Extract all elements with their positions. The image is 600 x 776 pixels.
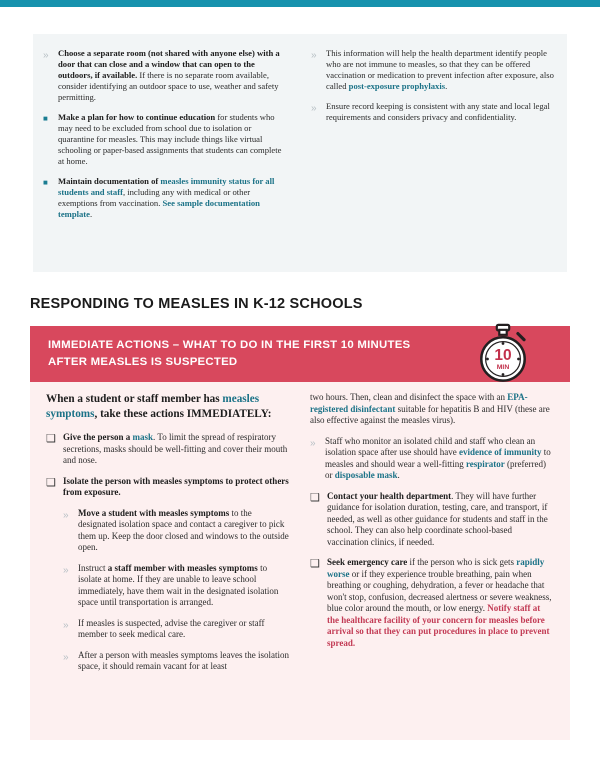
checkbox-icon: ❑ bbox=[46, 433, 56, 446]
list-item-text bbox=[58, 176, 289, 220]
body-text: to the designated isolation space and contact a caregiver to pick them up. Keep the door closed and windows to the outside open. bbox=[78, 507, 289, 553]
list-item-text bbox=[327, 491, 554, 549]
chevron-bullet-icon: » bbox=[310, 437, 316, 449]
body-text: . They will have further guidance for isolation duration, testing, care, and transport, if needed, as well as other guidance for students and staff in the school. They can also help coordinate school-based vaccination clinics, if needed. bbox=[327, 490, 548, 547]
actions-lead-text bbox=[46, 392, 290, 421]
list-item bbox=[63, 650, 290, 673]
immediate-actions-banner bbox=[30, 326, 570, 382]
list-item-text bbox=[78, 563, 290, 609]
list-item bbox=[311, 48, 557, 92]
body-text: suitable for hepatitis B and HIV (these are also effective against the measles virus). bbox=[310, 403, 550, 426]
body-text: Staff who monitor an isolated child and staff who clean an isolation space after use should have bbox=[325, 435, 536, 458]
emphasis-text: Choose a separate room (not shared with anyone else) with a door that can close and a window that can open to the outdoors, if available. bbox=[58, 48, 280, 80]
actions-right-column bbox=[310, 392, 554, 740]
list-item bbox=[46, 476, 290, 499]
list-item-text bbox=[78, 618, 290, 641]
list-item bbox=[43, 48, 289, 103]
list-item bbox=[311, 101, 557, 123]
inline-link[interactable]: rapidly worse bbox=[327, 557, 545, 579]
inline-link[interactable]: respirator bbox=[465, 458, 505, 469]
stopwatch-icon bbox=[472, 323, 534, 385]
emphasis-text: Maintain documentation of bbox=[58, 176, 161, 186]
actions-left-column bbox=[46, 392, 290, 740]
list-item-text bbox=[327, 557, 554, 649]
inline-link[interactable]: measles immunity status for all students and staff bbox=[58, 176, 275, 197]
inline-link[interactable]: evidence of immunity bbox=[458, 447, 542, 458]
body-text: to measles and should wear a well-fitting bbox=[325, 447, 551, 469]
chevron-bullet-icon: » bbox=[63, 564, 69, 576]
body-text: This information will help the health department identify people who are not immune to measles, so that they can be offered vaccination or medication to prevent infection after exposure, also called bbox=[326, 48, 554, 91]
body-text: . bbox=[397, 470, 400, 481]
upper-guidance-columns bbox=[33, 34, 567, 272]
square-bullet-icon: ■ bbox=[43, 114, 48, 123]
list-item bbox=[63, 563, 290, 609]
list-item-text bbox=[58, 48, 289, 103]
body-text: After a person with measles symptoms leaves the isolation space, it should remain vacant for at least bbox=[78, 649, 289, 672]
list-item-text bbox=[78, 650, 290, 673]
emphasis-text: Isolate the person with measles symptoms to protect others from exposure. bbox=[63, 475, 289, 498]
emphasis-text: Contact your health department bbox=[327, 490, 452, 501]
body-text: . To limit the spread of respiratory secretions, masks should be well-fitting and cover their mouth and nose. bbox=[63, 432, 288, 466]
list-item bbox=[43, 176, 289, 220]
body-text: Instruct bbox=[78, 562, 108, 573]
page-title: RESPONDING TO MEASLES IN K-12 SCHOOLS bbox=[30, 296, 363, 312]
body-text: . bbox=[445, 81, 448, 91]
stopwatch-number: 10 bbox=[494, 347, 512, 365]
inline-link[interactable]: post-exposure prophylaxis bbox=[348, 81, 446, 91]
body-text: (preferred) or bbox=[325, 458, 547, 481]
body-text: or if they experience trouble breathing, pain when breathing or coughing, dehydration, a fever or headache that won't stop, confusion, decreased alertness or severe weakness, blue color around the mouth, or low energy. bbox=[327, 568, 552, 614]
body-text: . bbox=[89, 209, 93, 219]
chevron-bullet-icon: » bbox=[43, 50, 49, 61]
list-item-text bbox=[63, 432, 290, 467]
chevron-bullet-icon: » bbox=[63, 509, 69, 521]
body-text: , take these actions IMMEDIATELY: bbox=[94, 407, 272, 420]
list-item bbox=[63, 618, 290, 641]
list-item bbox=[310, 436, 554, 482]
list-item-text bbox=[325, 436, 554, 482]
body-text: for students who may need to be excluded from school due to isolation or quarantine for measles. This may include things like virtual schooling or paper-based assignments that students can complete at home. bbox=[58, 112, 282, 166]
checkbox-icon: ❑ bbox=[310, 558, 320, 571]
emphasis-text: Give the person a bbox=[63, 432, 133, 443]
banner-line-2: AFTER MEASLES IS SUSPECTED bbox=[48, 355, 238, 368]
body-text: two hours. Then, clean and disinfect the space with an bbox=[310, 392, 508, 402]
inline-link[interactable]: mask bbox=[132, 432, 154, 443]
body-text: to isolate at home. If they are unable to leave school immediately, have them wait in the designated isolation space until transportation is arranged. bbox=[78, 562, 279, 608]
body-text: If there is no separate room available, consider identifying an outdoor space to use, weather and safety permitting. bbox=[58, 70, 279, 102]
chevron-bullet-icon: » bbox=[63, 651, 69, 663]
body-text: , including any with medical or other exemptions from vaccination. bbox=[58, 187, 251, 208]
body-text: if the person who is sick gets bbox=[407, 557, 517, 568]
stopwatch-unit: MIN bbox=[496, 363, 510, 371]
emphasis-text: Move a student with measles symptoms bbox=[78, 507, 230, 518]
list-item-text bbox=[326, 48, 557, 92]
upper-left-column bbox=[43, 48, 289, 272]
inline-link[interactable]: See sample documentation template bbox=[58, 198, 260, 219]
inline-link[interactable]: EPA-registered disinfectant bbox=[310, 392, 528, 414]
body-text: When a student or staff member has bbox=[46, 393, 223, 405]
actions-left-list bbox=[46, 432, 290, 673]
emphasis-text: Seek emergency care bbox=[327, 557, 408, 568]
chevron-bullet-icon: » bbox=[63, 619, 69, 631]
square-bullet-icon: ■ bbox=[43, 178, 48, 187]
actions-right-list bbox=[310, 436, 554, 650]
alert-text: Notify staff at the healthcare facility of your concern for measles before arrival so that they can put procedures in place to prevent spread. bbox=[327, 603, 550, 648]
list-item bbox=[310, 491, 554, 549]
list-item-text bbox=[78, 508, 290, 554]
body-text: Ensure record keeping is consistent with any state and local legal requirements and considers privacy and confidentiality. bbox=[326, 101, 550, 122]
emphasis-text: Make a plan for how to continue education bbox=[58, 112, 216, 122]
top-accent-bar bbox=[0, 0, 600, 7]
list-item-text bbox=[58, 112, 289, 167]
chevron-bullet-icon: » bbox=[311, 50, 317, 61]
banner-heading bbox=[48, 337, 448, 370]
actions-continuation-text bbox=[310, 392, 554, 427]
checkbox-icon: ❑ bbox=[46, 476, 56, 489]
checkbox-icon: ❑ bbox=[310, 491, 320, 504]
list-item bbox=[46, 432, 290, 467]
sub-list bbox=[63, 508, 290, 673]
list-item-text bbox=[326, 101, 557, 123]
inline-link[interactable]: measles symptoms bbox=[46, 393, 260, 420]
list-item bbox=[43, 112, 289, 167]
chevron-bullet-icon: » bbox=[311, 103, 317, 114]
list-item bbox=[63, 508, 290, 554]
list-item-text bbox=[63, 476, 290, 499]
body-text: If measles is suspected, advise the caregiver or staff member to seek medical care. bbox=[78, 617, 265, 640]
banner-line-1: IMMEDIATE ACTIONS – WHAT TO DO IN THE FIRST 10 MINUTES bbox=[48, 339, 411, 351]
list-item bbox=[310, 557, 554, 649]
emphasis-text: a staff member with measles symptoms bbox=[107, 562, 258, 573]
upper-right-column bbox=[311, 48, 557, 272]
immediate-actions-columns bbox=[30, 382, 570, 740]
inline-link[interactable]: disposable mask bbox=[334, 470, 398, 481]
